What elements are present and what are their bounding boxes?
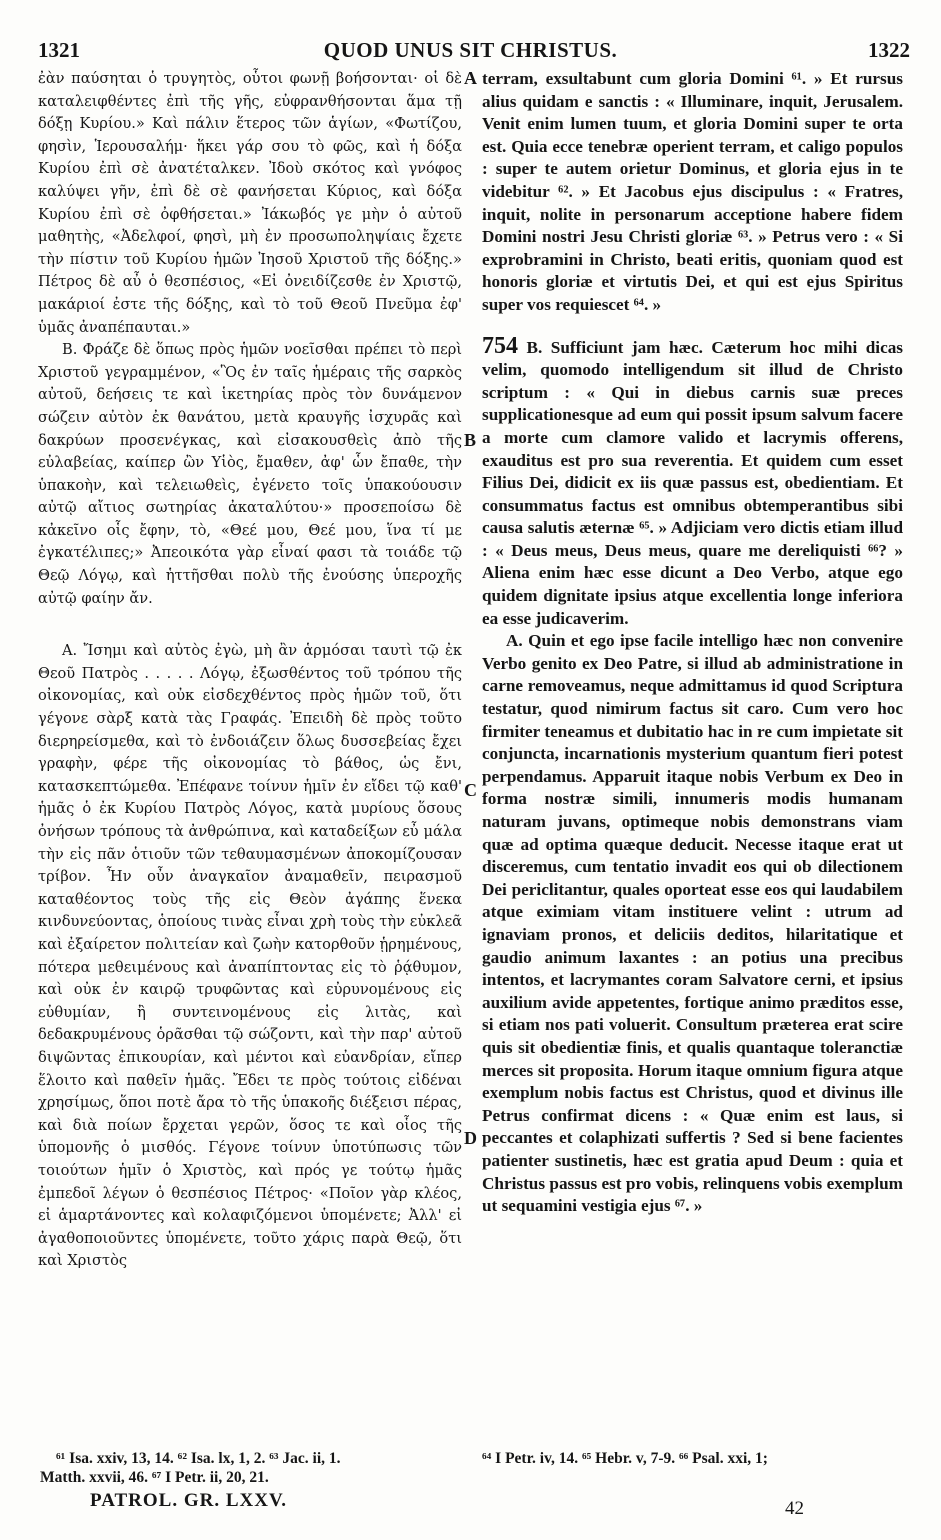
margin-letter-c: C: [464, 780, 477, 800]
latin-paragraph-top: terram, exsultabunt cum gloria Domini ⁶¹. » Et rursus alius quidam e sanctis : « Illuminare, inquit, Jerusalem. Venit enim lumen tuum, et gloria Domini super te orta est. Quia ecce tenebræ operient terram, et caligo populos : super te autem orietur Dominus, et gloria ejus in te videbitur ⁶². » Et Jacobus ejus discipulus : « Fratres, inquit, nolite in personarum acceptione habere fidem Domini nostri Jesu Christi gloriæ ⁶³. » Petrus vero : « Si exprobramini in Christo, beati eritis, quoniam quod est honoris gloriæ et virtutis Dei, et qui est ejus Spiritus super vos requiescet ⁶⁴. »: [482, 69, 903, 314]
latin-paragraph-mid: B. Sufficiunt jam hæc. Cæterum hoc mihi dicas velim, quomodo intelligendum sit illud de Christo scriptum : « Qui in diebus carnis suæ preces supplicationesque ad eum qui possit ipsum salvum facere a morte cum clamore valido et lacrymis offerens, exauditus est pro sua reverentia. Et quidem cum esset Filius Dei, didicit ex iis quæ passus est, obedientiam. Et consummatus factus est omnibus obtemperantibus sibi causa salutis æternæ ⁶⁵. » Adjiciam vero dictis etiam illud : « Deus meus, Deus meus, quare me dereliquisti ⁶⁶? » Aliena enim hæc esse dicunt a Deo Verbo, atque ego quidem dignitate ipsius atque excellentia longe inferiora ea esse judicaverim.: [482, 337, 903, 628]
latin-column: [482, 68, 903, 1218]
latin-paragraph-mid-wrap: [482, 332, 903, 631]
latin-paragraph-bottom: A. Quin et ego ipse facile intelligo hæc non convenire Verbo genito ex Deo Patre, si illud ab administratione in carne removeamus, neque admittamus id quod Scriptura testatur, quod nimirum factus sit caro. Cum vero hoc firmiter teneamus et dubitatio hac in re cum impietate sit conjuncta, incarnationis mysterium quantum fieri potest perpendamus. Apparuit itaque nobis Verbum ex Deo in forma nostræ simili, innumeris modis humanam naturam juvans, optimeque nobis demonstrans viam quæ ad optima quæque deducit. Necesse itaque erat ut disceremus, cum tentatio invadit eos qui ob dilectionem Dei periclitantur, quales oporteat esse eos qui laudabilem atque eximiam vitam instituere velint : utrum ad ignaviam pronos, et deliciis deditos, hilaritatique et gaudio animum laxantes : an potius una precibus intentos, et lacrymantes coram Salvatore cerni, et ipsius auxilium avide appetentes, fortique animo præditos esse, si etiam nos pati voluerit. Consultum præterea erat scire quis sit obedientiæ finis, et qualis quantaque toleranctiæ merces sit proposita. Horum itaque omnium figura atque exemplum nobis factus est Christus, quod et divinus ille Petrus confirmat dicens : « Quæ enim est laus, si peccantes et colaphizati suffertis ? Sed si bene facientes patienter sustinetis, hæc est gratia apud Deum : quia et Christus passus est pro vobis, relinquens vobis exemplum ut sequamini vestigia ejus ⁶⁷. »: [482, 631, 903, 1216]
footnote-left-line2: Matth. xxvii, 46. ⁶⁷ I Petr. ii, 20, 21.: [40, 1469, 269, 1486]
margin-letter-a: A: [464, 68, 477, 88]
footer-page-number: 42: [785, 1498, 804, 1519]
footnote-left-line1: ⁶¹ Isa. xxiv, 13, 14. ⁶² Isa. lx, 1, 2. ⁶³ Jac. ii, 1.: [56, 1450, 341, 1467]
page-number-left: 1321: [38, 38, 80, 62]
greek-paragraph-mid: B. Φράζε δὲ ὅπως πρὸς ἡμῶν νοεῖσθαι πρέπει τὸ περὶ Χριστοῦ γεγραμμένον, «Ὃς ἐν ταῖς ἡμέραις τῆς σαρκὸς αὐτοῦ, δεήσεις τε καὶ ἱκετηρίας πρὸς τὸν δυνάμενον σώζειν αὐτὸν ἐκ θανάτου, μετὰ κραυγῆς ἰσχυρᾶς καὶ δακρύων προσενέγκας, καὶ εἰσακουσθεὶς ἀπὸ τῆς εὐλαβείας, καίπερ ὢν Υἱὸς, ἔμαθεν, ἀφ' ὧν ἔπαθε, τὴν ὑπακοὴν, καὶ τελειωθεὶς, ἐγένετο τοῖς ὑπακούουσιν αὐτῷ αἴτιος σωτηρίας ἀκαταλύτου·» προσεποίσω δὲ κἀκεῖνο οἷς ἔφην, τὸ, «Θεέ μου, Θεέ μου, ἵνα τί με ἐγκατέλιπες;» Ἀπεοικότα γὰρ εἶναί φασι τὰ τοιάδε τῷ Θεῷ Λόγῳ, καὶ ἡττῆσθαι πολὺ τῆς ἐνούσης ὑπεροχῆς αὐτῷ φαίην ἄν.: [38, 341, 462, 607]
margin-letter-b: B: [464, 430, 477, 450]
page-number-right: 1322: [868, 38, 910, 62]
margin-letter-d: D: [464, 1128, 477, 1148]
column-marker: 754: [482, 332, 518, 359]
footnote-right-line1: ⁶⁴ I Petr. iv, 14. ⁶⁵ Hebr. v, 7-9. ⁶⁶ Psal. xxi, 1;: [482, 1450, 768, 1467]
greek-column: [38, 68, 462, 1273]
patrol-signature: PATROL. GR. LXXV.: [90, 1490, 287, 1511]
running-title: QUOD UNUS SIT CHRISTUS.: [323, 38, 618, 62]
greek-paragraph-top: ἐὰν παύσηται ὁ τρυγητὸς, οὗτοι φωνῇ βοήσονται· οἱ δὲ καταλειφθέντες ἐπὶ τῆς γῆς, εὐφρανθήσονται ἅμα τῇ δόξῃ Κυρίου.» Καὶ πάλιν ἕτερος τῶν ἁγίων, «Φωτίζου, φησὶν, Ἱερουσαλήμ· ἥκει γάρ σου τὸ φῶς, καὶ ἡ δόξα Κυρίου ἐπὶ σὲ ἀνατέταλκεν. Ἰδοὺ σκότος καὶ γνόφος καλύψει γῆν, ἐπὶ δὲ σὲ φανήσεται Κύριος, καὶ δόξα Κυρίου ἐπὶ σὲ ὀφθήσεται.» Ἰάκωβός γε μὴν ὁ αὐτοῦ μαθητὴς, «Ἀδελφοί, φησὶ, μὴ ἐν προσωποληψίαις ἔχετε τὴν πίστιν τοῦ Κυρίου ἡμῶν Ἰησοῦ Χριστοῦ τῆς δόξης.» Πέτρος δὲ αὖ ὁ θεσπέσιος, «Εἰ ὀνειδίζεσθε ἐν Χριστῷ, μακάριοί ἐστε τῆς δόξης, καὶ τὸ τοῦ Θεοῦ Πνεῦμα ἐφ' ὑμᾶς ἀναπέπαυται.»: [38, 70, 462, 336]
page-header: [0, 38, 941, 64]
greek-paragraph-bottom: A. Ἴσημι καὶ αὐτὸς ἐγὼ, μὴ ἂν ἁρμόσαι ταυτὶ τῷ ἐκ Θεοῦ Πατρὸς . . . . . Λόγῳ, ἐξωσθέντος τοῦ τρόπου τῆς οἰκονομίας, καὶ οὐκ εἰσδεχθέντος πρὸς ἡμῶν τοῦ, ὅτι γέγονε σὰρξ κατὰ τὰς Γραφάς. Ἐπειδὴ δὲ πρὸς τοῦτο διερηρείσμεθα, καὶ τὸ ἐνδοιάζειν ὅλως δυσσεβείας ἔχει γραφὴν, φέρε τῆς οἰκονομίας τὸ βάθος, ὡς ἔνι, κατασκεπτώμεθα. Ἐπέφανε τοίνυν ἡμῖν ἐν εἴδει τῷ καθ' ἡμᾶς ὁ ἐκ Κυρίου Πατρὸς Λόγος, κατὰ μυρίους ὅσους ὀνήσων τρόπους τὰ ἀνθρώπινα, καὶ καταδείξων εὖ μάλα τὴν εἰς πᾶν ὁτιοῦν τῶν τεθαυμασμένων ἀποκομίζουσαν τρίβον. Ἦν οὖν ἀναγκαῖον ἀναμαθεῖν, πειρασμοῦ καταθέοντος τοὺς τῆς εἰς Θεὸν ἀγάπης ἕνεκα κινδυνεύοντας, ὁποίους τινὰς εἶναι χρὴ τοὺς τὴν εὐκλεᾶ καὶ ἐξαίρετον πολιτείαν καὶ ζωὴν κατορθοῦν ᾑρημένους, πότερα μεθειμένους καὶ ἀναπίπτοντας εἰς τὸ ῥᾴθυμον, καὶ οὐκ ἐν καιρῷ τρυφῶντας καὶ εὐρυνομένους εἰς εὐθυμίαν, ἢ συντεινομένους εἰς λιτὰς, καὶ δεδακρυμένους ὁρᾶσθαι τῷ σώζοντι, καὶ τὴν παρ' αὐτοῦ διψῶντας ἐπικουρίαν, καὶ μέντοι καὶ εὐανδρίαν, εἴπερ ἕλοιτο καὶ παθεῖν ἡμᾶς. Ἔδει τε πρὸς τούτοις εἰδέναι χρησίμως, ὅποι ποτὲ ἄρα τὸ τῆς ὑπακοῆς διέξεισι πέρας, καὶ διὰ ποίων ἔρχεται γερῶν, ὅσος τε καὶ οἷος τῆς ὑπομονῆς ὁ μισθός. Γέγονε τοίνυν ὑποτύπωσις τῶν τοιούτων ἡμῖν ὁ Χριστὸς, καὶ πρός γε τούτῳ ἡμᾶς ἐμπεδοῖ λέγων ὁ θεσπέσιος Πέτρος· «Ποῖον γὰρ κλέος, εἰ ἁμαρτάνοντες καὶ κολαφιζόμενοι ὑπομένετε; Ἀλλ' εἰ ἀγαθοποιοῦντες ὑπομένετε, τοῦτο χάρις παρὰ Θεῷ, ὅτι καὶ Χριστὸς: [38, 642, 462, 1270]
